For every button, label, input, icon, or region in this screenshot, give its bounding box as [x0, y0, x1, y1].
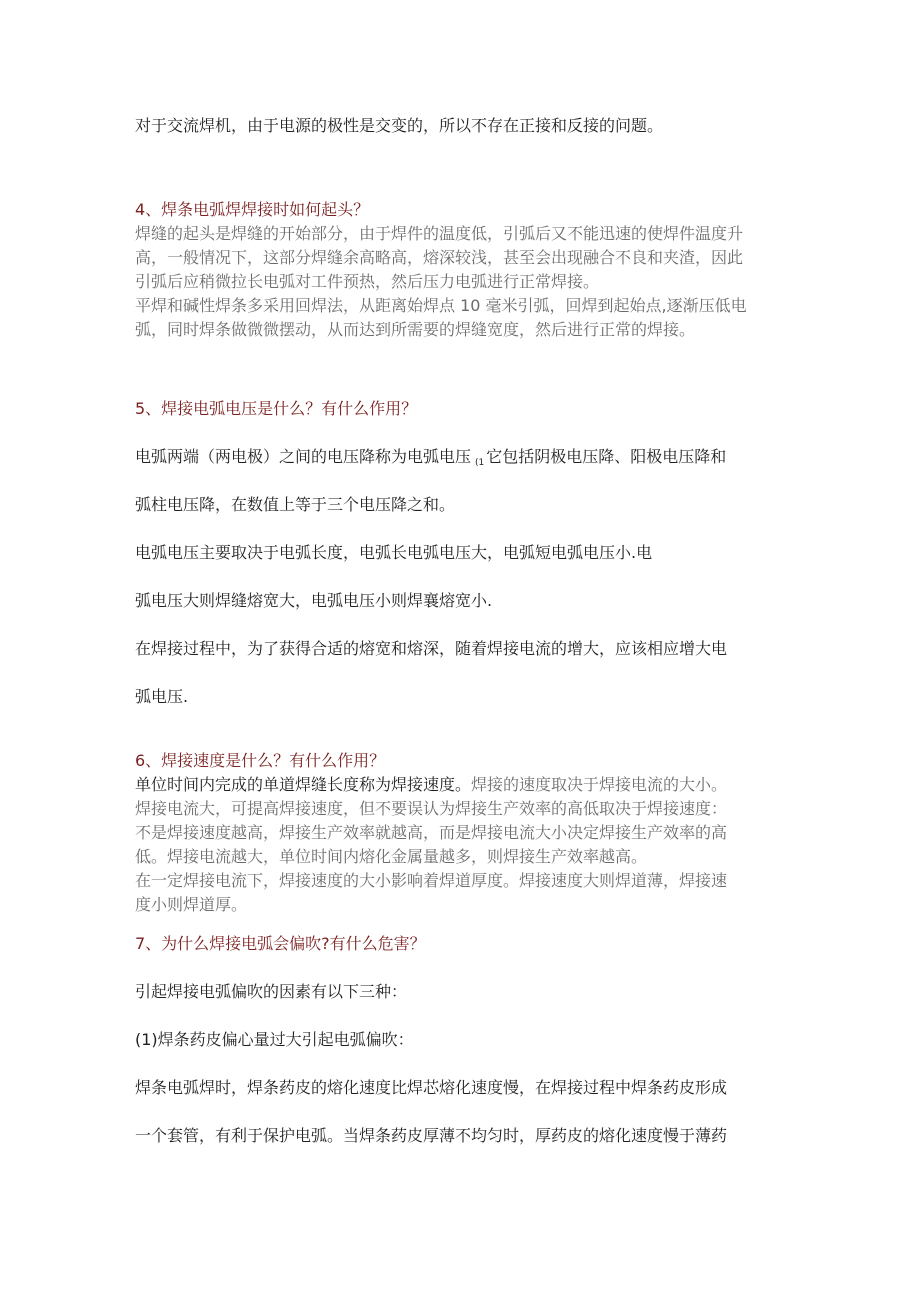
section-7-paragraph-1: 引起焊接电弧偏吹的因素有以下三种： [135, 982, 408, 1001]
section-5-text-b: 它包括阴极电压降、阳极电压降和 [486, 447, 727, 466]
section-5-paragraph-3-line-2: 弧电压. [135, 687, 189, 706]
section-6-paragraph-1-line-2: 焊接电流大，可提高焊接速度，但不要误认为焊接生产效率的高低取决于焊接速度： [135, 799, 728, 818]
section-6-paragraph-1-line-4: 低。焊接电流越大，单位时间内熔化金属量越多，则焊接生产效率越高。 [135, 847, 648, 866]
section-6-definition: 单位时间内完成的单道焊缝长度称为焊接速度。 [135, 775, 472, 794]
section-6-paragraph-2-line-1: 在一定焊接电流下，焊接速度的大小影响着焊道厚度。焊接速度大则焊道薄，焊接速 [135, 871, 728, 890]
section-7-heading: 7、为什么焊接电弧会偏吹?有什么危害？ [135, 934, 426, 953]
section-6-heading: 6、焊接速度是什么？有什么作用？ [135, 751, 386, 770]
section-7-paragraph-3-line-1: 焊条电弧焊时，焊条药皮的熔化速度比焊芯熔化速度慢，在焊接过程中焊条药皮形成 [135, 1078, 728, 1097]
section-6-paragraph-1-line-1 [135, 773, 785, 796]
section-7-paragraph-3-line-2: 一个套管，有利于保护电弧。当焊条药皮厚薄不均匀时，厚药皮的熔化速度慢于薄药 [135, 1126, 728, 1145]
footnote-marker: (1 [475, 458, 485, 468]
section-6-text-rest: 焊接的速度取决于焊接电流的大小。 [471, 775, 728, 794]
section-4-paragraph-2-line-2: 弧，同时焊条做微微摆动，从而达到所需要的焊缝宽度，然后进行正常的焊接。 [135, 320, 696, 339]
section-4-paragraph-1-line-2: 高，一般情况下，这部分焊缝余高略高，熔深较浅，甚至会出现融合不良和夹渣，因此 [135, 248, 744, 267]
section-5-paragraph-2-line-1: 电弧电压主要取决于电弧长度，电弧长电弧电压大，电弧短电弧电压小.电 [135, 543, 653, 562]
section-5-paragraph-2-line-2: 弧电压大则焊缝熔宽大，电弧电压小则焊襄熔宽小. [135, 591, 493, 610]
section-7-paragraph-2: (1)焊条药皮偏心量过大引起电弧偏吹： [135, 1030, 414, 1049]
section-4-paragraph-1-line-3: 引弧后应稍微拉长电弧对工件预热，然后压力电弧进行正常焊接。 [135, 272, 600, 291]
section-5-text-a: 电弧两端（两电极）之间的电压降称为电弧电压 [135, 447, 472, 466]
section-4-paragraph-1-line-1: 焊缝的起头是焊缝的开始部分，由于焊件的温度低，引弧后又不能迅速的使焊件温度升 [135, 224, 744, 243]
section-4-paragraph-2-line-1: 平焊和碱性焊条多采用回焊法，从距离始焊点 10 毫米引弧，回焊到起始点,逐渐压低电 [135, 296, 747, 315]
intro-paragraph: 对于交流焊机，由于电源的极性是交变的，所以不存在正接和反接的问题。 [135, 116, 664, 135]
section-5-paragraph-1-line-2: 弧柱电压降，在数值上等于三个电压降之和。 [135, 495, 456, 514]
section-5-paragraph-3-line-1: 在焊接过程中，为了获得合适的熔宽和熔深，随着焊接电流的增大，应该相应增大电 [135, 639, 728, 658]
section-6-paragraph-2-line-2: 度小则焊道厚。 [135, 895, 248, 914]
section-5-heading: 5、焊接电弧电压是什么？有什么作用？ [135, 399, 418, 418]
section-4-heading: 4、焊条电弧焊焊接时如何起头？ [135, 200, 370, 219]
section-6-paragraph-1-line-3: 不是焊接速度越高，焊接生产效率就越高，而是焊接电流大小决定焊接生产效率的高 [135, 823, 728, 842]
section-5-paragraph-1-line-1 [135, 445, 785, 475]
